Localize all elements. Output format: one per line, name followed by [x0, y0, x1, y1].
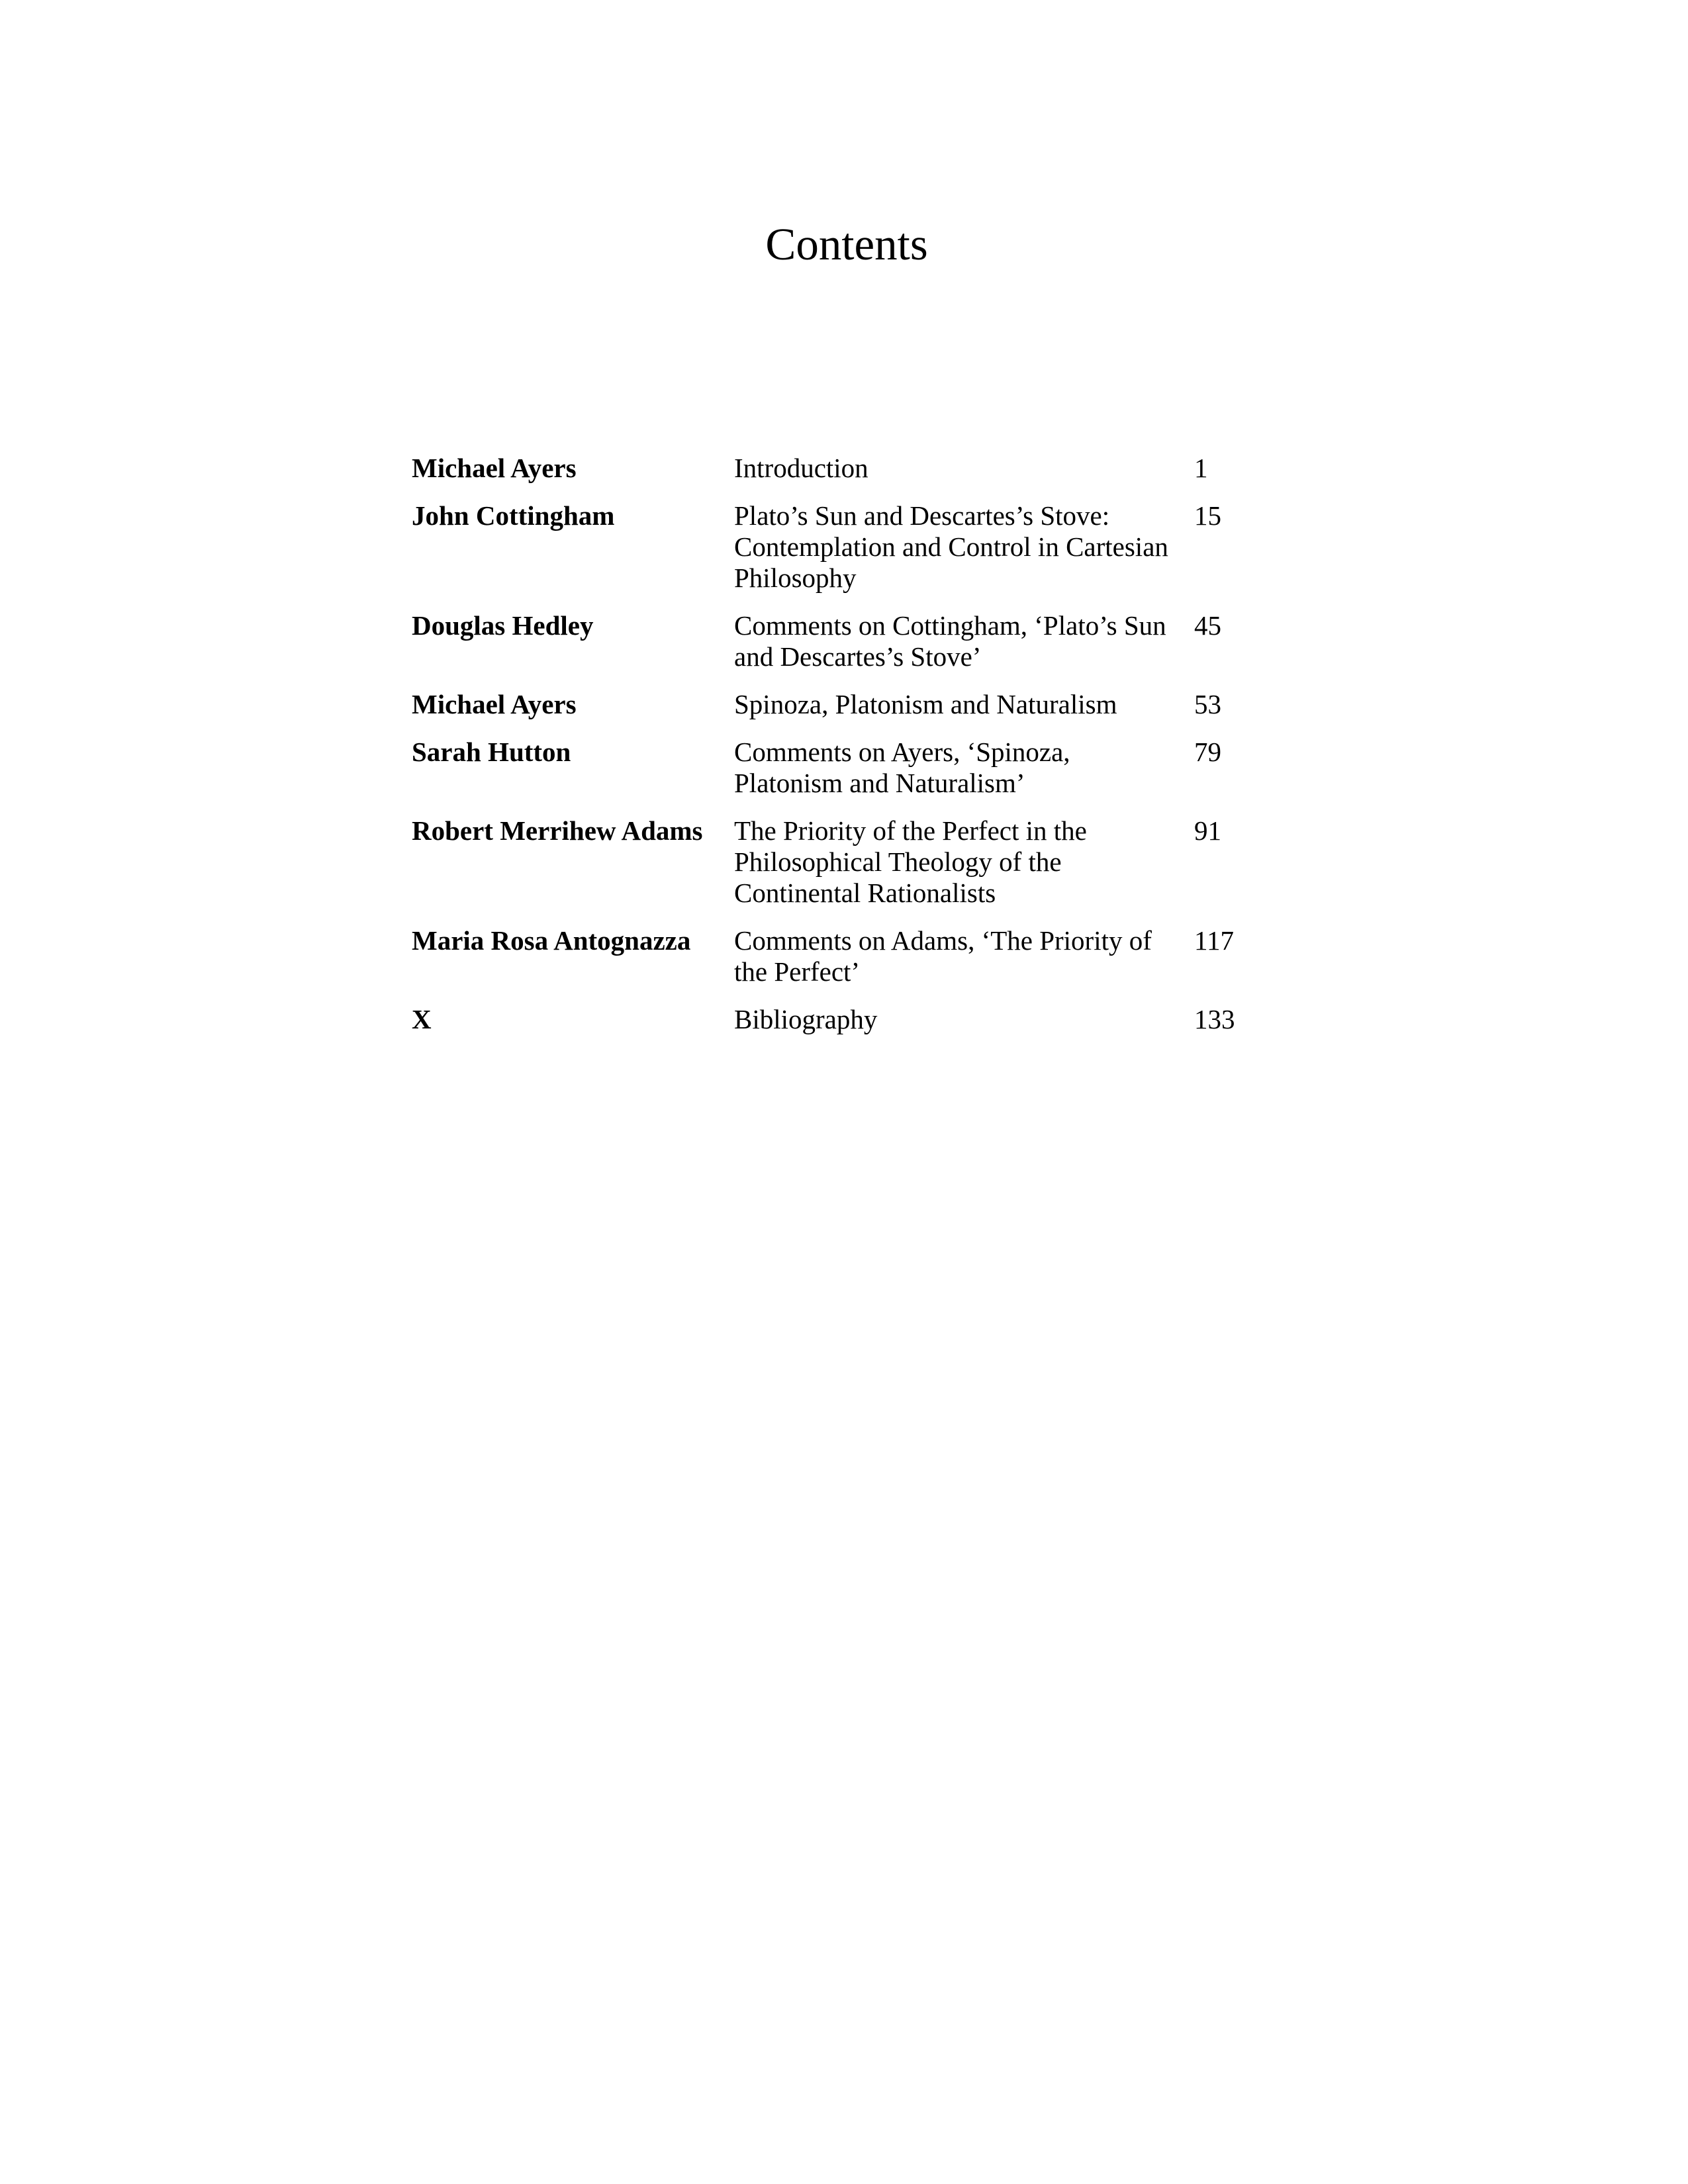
toc-entry[interactable]	[412, 925, 1299, 987]
toc-entry-page-number: 15	[1194, 500, 1221, 531]
toc-entry-author: Douglas Hedley	[412, 610, 594, 641]
toc-entry[interactable]	[412, 1004, 1299, 1035]
toc-entry-title: Comments on Adams, ‘The Priority of the Perfect’	[734, 925, 1152, 987]
toc-entry-author: John Cottingham	[412, 500, 615, 531]
toc-entry-title: Bibliography	[734, 1004, 878, 1034]
toc-entry[interactable]	[412, 689, 1299, 720]
toc-entry-title: The Priority of the Perfect in the Philosophical Theology of the Continental Rationalists	[734, 815, 1087, 908]
page-title: Contents	[765, 219, 928, 269]
toc-entry[interactable]	[412, 610, 1299, 672]
toc-entry[interactable]	[412, 453, 1299, 484]
toc-entry-author: Sarah Hutton	[412, 737, 571, 767]
table-of-contents	[412, 453, 1299, 1052]
toc-entry[interactable]	[412, 815, 1299, 909]
toc-entry-page-number: 91	[1194, 815, 1221, 846]
toc-entry-author: Michael Ayers	[412, 453, 577, 483]
toc-entry-author: Maria Rosa Antognazza	[412, 925, 691, 956]
toc-entry-page-number: 1	[1194, 453, 1208, 483]
toc-entry-author: X	[412, 1004, 432, 1034]
toc-entry-title: Spinoza, Platonism and Naturalism	[734, 689, 1117, 719]
toc-entry-author: Robert Merrihew Adams	[412, 815, 703, 846]
toc-entry[interactable]	[412, 737, 1299, 799]
toc-entry-page-number: 79	[1194, 737, 1221, 767]
toc-entry-author: Michael Ayers	[412, 689, 577, 719]
toc-entry-title: Plato’s Sun and Descartes’s Stove: Contemplation and Control in Cartesian Philosophy	[734, 500, 1168, 593]
toc-entry[interactable]	[412, 500, 1299, 594]
toc-entry-title: Comments on Cottingham, ‘Plato’s Sun and Descartes’s Stove’	[734, 610, 1166, 672]
toc-entry-page-number: 133	[1194, 1004, 1235, 1034]
toc-entry-page-number: 45	[1194, 610, 1221, 641]
toc-entry-title: Introduction	[734, 453, 868, 483]
toc-entry-page-number: 53	[1194, 689, 1221, 719]
toc-entry-title: Comments on Ayers, ‘Spinoza, Platonism and Naturalism’	[734, 737, 1070, 798]
toc-entry-page-number: 117	[1194, 925, 1234, 956]
